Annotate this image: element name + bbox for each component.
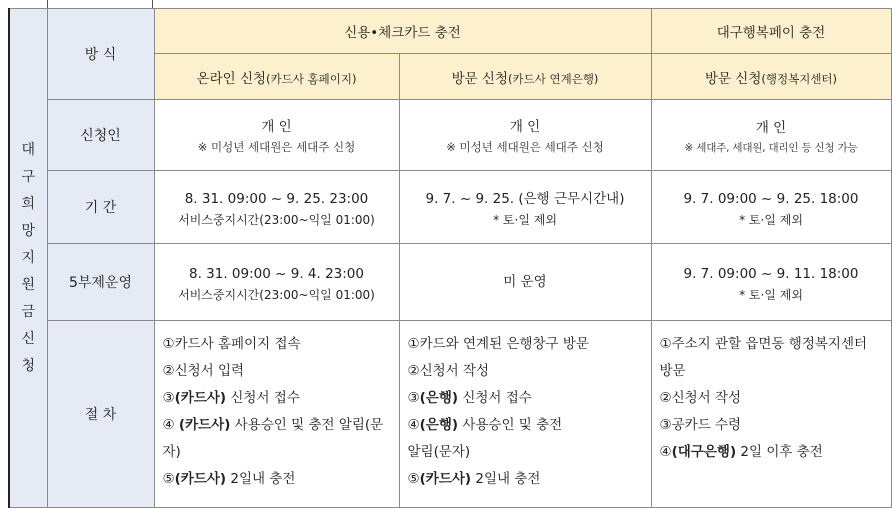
side-label-char: 희 [21, 195, 36, 212]
five-day-bank: 미 운영 [399, 244, 651, 321]
procedure-bank [399, 321, 651, 508]
procedure-step: ①카드사 홈페이지 접속 [162, 336, 301, 352]
procedure-step: ②신청서 작성 [407, 363, 490, 379]
side-label-char: 원 [21, 276, 36, 293]
row-label-procedure: 절 차 [47, 321, 154, 508]
procedure-step: ④ (카드사) 사용승인 및 충전 알림(문 [162, 417, 384, 433]
header-credit-check: 신용•체크카드 충전 [154, 9, 651, 54]
procedure-step: ②신청서 입력 [162, 363, 245, 379]
procedure-step: ⑤(카드사) 2일내 충전 [407, 471, 541, 487]
procedure-step: ③공카드 수령 [659, 417, 742, 433]
row-label-five-day: 5부제운영 [47, 244, 154, 321]
header-visit-bank: 방문 신청(카드사 연계은행) [399, 54, 651, 100]
period-online: 8. 31. 09:00 ~ 9. 25. 23:00 서비스중지시간(23:00~익일 01:00) [154, 171, 399, 244]
five-day-welfare: 9. 7. 09:00 ~ 9. 11. 18:00 * 토·일 제외 [651, 244, 891, 321]
procedure-step: 자) [162, 444, 181, 460]
procedure-online [154, 321, 399, 508]
procedure-welfare [651, 321, 891, 508]
procedure-step: ②신청서 작성 [659, 390, 742, 406]
procedure-step: 방문 [659, 363, 686, 379]
procedure-step: 알림(문자) [407, 444, 471, 460]
procedure-step: ③(은행) 신청서 접수 [407, 390, 532, 406]
applicant-welfare: 개 인 ※ 세대주, 세대원, 대리인 등 신청 가능 [651, 100, 891, 171]
header-visit-welfare: 방문 신청(행정복지센터) [651, 54, 891, 100]
procedure-step: ①주소지 관할 읍면동 행정복지센터 [659, 336, 868, 352]
side-label-char: 지 [21, 249, 36, 266]
top-strip [0, 0, 892, 8]
side-label-char: 금 [21, 303, 36, 320]
procedure-step: ⑤(카드사) 2일내 충전 [162, 471, 296, 487]
applicant-bank: 개 인 ※ 미성년 세대원은 세대주 신청 [399, 100, 651, 171]
applicant-online: 개 인 ※ 미성년 세대원은 세대주 신청 [154, 100, 399, 171]
procedure-step: ④(대구은행) 2일 이후 충전 [659, 444, 823, 460]
header-online: 온라인 신청(카드사 홈페이지) [154, 54, 399, 100]
side-label-char: 망 [21, 222, 36, 239]
header-daegu-pay: 대구행복페이 충전 [651, 9, 891, 54]
side-label [9, 9, 47, 508]
application-table [8, 8, 892, 508]
side-label-char: 신 [21, 330, 36, 347]
row-label-method: 방 식 [47, 9, 154, 100]
side-label-char: 청 [21, 357, 36, 374]
procedure-step: ①카드와 연계된 은행창구 방문 [407, 336, 589, 352]
side-label-char: 대 [21, 141, 36, 158]
row-label-period: 기 간 [47, 171, 154, 244]
row-label-applicant: 신청인 [47, 100, 154, 171]
procedure-step: ③(카드사) 신청서 접수 [162, 390, 300, 406]
procedure-step: ④(은행) 사용승인 및 충전 [407, 417, 563, 433]
period-bank: 9. 7. ~ 9. 25. (은행 근무시간내) * 토·일 제외 [399, 171, 651, 244]
period-welfare: 9. 7. 09:00 ~ 9. 25. 18:00 * 토·일 제외 [651, 171, 891, 244]
side-label-char: 구 [21, 168, 36, 185]
five-day-online: 8. 31. 09:00 ~ 9. 4. 23:00 서비스중지시간(23:00~익일 01:00) [154, 244, 399, 321]
